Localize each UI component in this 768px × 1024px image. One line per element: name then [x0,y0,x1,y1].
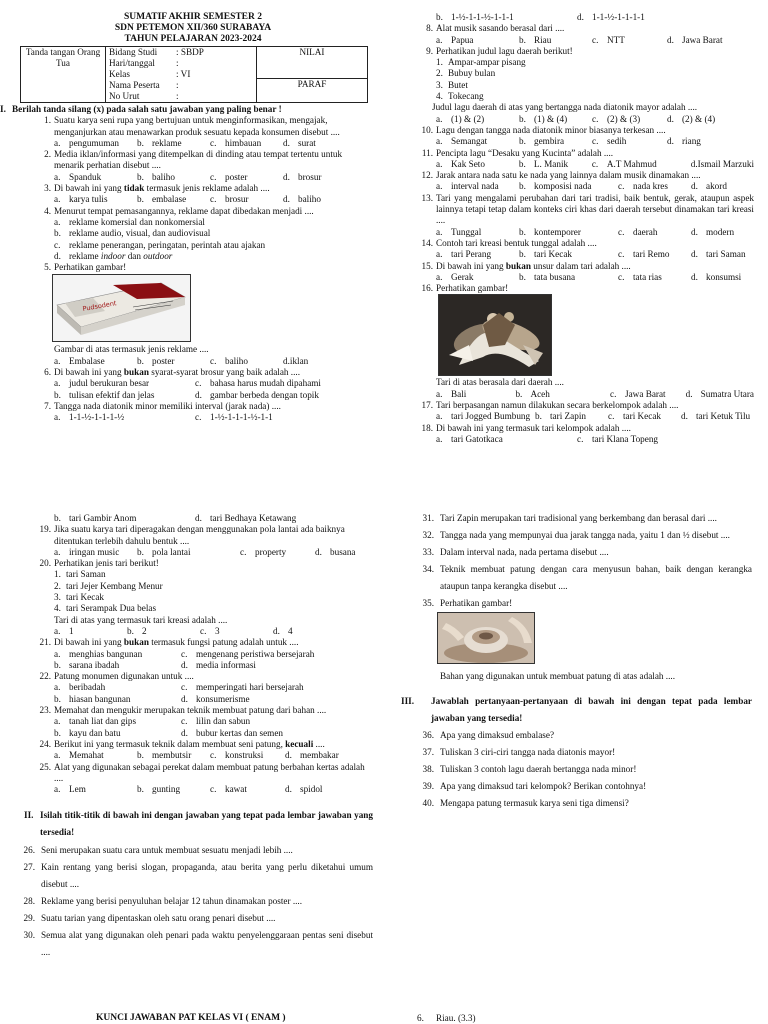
option-d[interactable]: d.Ismail Marzuki [690,158,754,169]
question-19: 19. Jika suatu karya tari diperagakan dengan menggunakan pola lantai ada baiknya ditentukan terlebih dahulu bentuk .... [39,524,345,546]
field-value: : [176,80,179,90]
option-b[interactable]: b. gembira [519,136,565,147]
option-a[interactable]: a. tari Perang [436,249,492,260]
toothpaste-box-icon [53,275,190,341]
option-d[interactable]: d.iklan [283,355,309,366]
option-b[interactable]: b. L. Manik [518,158,569,169]
question-20-prompt: Tari di atas yang termasuk tari kreasi adalah .... [54,614,228,625]
essay-33: 33. Dalam interval nada, nada pertama disebut .... [422,547,609,557]
question-text: Media iklan/informasi yang ditempelkan di dinding atau tempat tertentu untuk menarik perhatian disebut .... [54,149,343,171]
option-c[interactable]: c. reklame penerangan, peringatan, perintah atau ajakan [54,239,266,250]
question-24: 24. Berikut ini yang termasuk teknik dalam membuat seni patung, kecuali .... [39,738,325,749]
option-d[interactable]: d. 4 [273,625,293,636]
option-a[interactable]: a. 1-1-½-1-1-1-½ [54,412,125,423]
exam-title [18,12,368,45]
option-a[interactable]: a. interval nada [436,181,499,192]
answer-key-answer: Riau. (3.3) [436,1013,476,1023]
option-c[interactable]: c. poster [210,171,248,182]
option-a[interactable]: a. Spanduk [54,171,102,182]
option-b[interactable]: b. sarana ibadah [54,659,120,670]
option-d[interactable]: d. media informasi [181,659,256,670]
option-a[interactable]: a. reklame komersial dan nonkomersial [54,216,205,227]
dance-list-item: 3. tari Kecak [54,592,105,603]
option-b[interactable]: b. Aceh [515,388,550,399]
essay-32: 32. Tangga nada yang mempunyai dua jarak tangga nada, yaitu 1 dan ½ disebut .... [422,530,730,540]
question-14: 14. Contoh tari kreasi bentuk tunggal adalah .... [421,237,597,248]
question-16: 16. Perhatikan gambar! [421,283,509,294]
option-c[interactable]: c. tari Klana Topeng [577,433,659,444]
options-5 [36,356,368,367]
question-1: 1. Suatu karya seni rupa yang bertujuan untuk menginformasikan, mengajak, menganjurkan atau menawarkan produk sesuatu kepada konsumen disebut .... [44,115,340,137]
essay-29: 29. Suatu tarian yang dipentaskan oleh satu orang penari disebut .... [23,913,276,924]
essay-30: 30. Semua alat yang digunakan oleh penari pada waktu penyelenggaraan pentas seni disebut .... [23,930,373,958]
option-c[interactable]: c. himbauan [210,137,262,148]
options-12 [418,181,754,192]
question-7: 7. Tangga nada diatonik minor memiliki interval (jarak nada) .... [44,400,281,411]
option-c[interactable]: c. memperingati hari bersejarah [181,682,304,693]
options-21-row2 [36,660,373,671]
option-d[interactable]: d. konsumsi [691,271,742,282]
option-b[interactable]: b. gunting [137,784,181,795]
essay-35: 35. Perhatikan gambar! [422,598,513,608]
options-1 [36,138,368,149]
option-b[interactable]: b. pola lantai [137,546,191,557]
option-d[interactable]: d. Sumatra Utara [685,388,754,399]
section-number: III. [401,696,415,706]
option-d[interactable]: d. 1-1-½-1-1-1-1 [577,12,645,22]
question-10: 10. Lagu dengan tangga nada diatonik minor biasanya terkesan .... [421,124,666,135]
options-10 [418,136,754,147]
right-column-top [418,12,754,445]
right-column-bottom [401,510,752,812]
option-d[interactable]: d. riang [667,136,701,147]
essay-38: 38. Tuliskan 3 contoh lagu daerah bertangga nada minor! [422,764,637,774]
field-label: Nama Peserta [109,80,160,90]
question-6: 6. Di bawah ini yang bukan syarat-syarat brosur yang baik adalah .... [44,367,300,378]
song-list-item: 2. Bubuy bulan [436,68,496,79]
option-a[interactable]: a. judul berukuran besar [54,378,150,389]
option-c[interactable]: c. tata rias [618,271,662,282]
option-c[interactable]: c. baliho [210,355,248,366]
question-22: 22. Patung monumen digunakan untuk .... [39,671,194,682]
option-c[interactable]: c. sedih [592,136,627,147]
essay-26: 26. Seni merupakan suatu cara untuk membuat sesuatu menjadi lebih .... [23,845,293,856]
field-label: Bidang Studi [109,47,158,57]
option-c[interactable]: c. property [240,546,287,557]
options-9 [418,114,754,125]
option-c[interactable]: c. mengenang peristiwa bersejarah [181,648,315,659]
song-list-item: 1. Ampar-ampar pisang [436,57,526,68]
option-c[interactable]: c. daerah [618,226,658,237]
school-year: TAHUN PELAJARAN 2023-2024 [124,34,262,44]
option-d[interactable]: d. konsumerisme [181,693,250,704]
option-d[interactable]: d. reklame indoor dan outdoor [54,250,173,261]
question-9-prompt: Judul lagu daerah di atas yang bertangga nada diatonik mayor adalah .... [432,102,698,113]
options-7-row2 [418,12,754,23]
question-21: 21. Di bawah ini yang bukan termasuk fungsi patung adalah untuk .... [39,637,299,648]
option-b[interactable]: b. hiasan bangunan [54,693,131,704]
question-17: 17. Tari berpasangan namun dilakukan secara berkelompok adalah .... [421,400,679,411]
option-a[interactable]: a. 1 [54,625,74,636]
option-b[interactable]: b. reklame audio, visual, dan audiovisual [54,228,211,239]
option-b[interactable]: b. kontemporer [519,226,581,237]
options-3 [36,194,368,205]
question-2: 2. Media iklan/informasi yang ditempelkan di dinding atau tempat tertentu untuk menarik perhatian disebut .... [44,149,343,171]
option-a[interactable]: a. tari Gatotkaca [436,433,503,444]
option-c[interactable]: c. A.T Mahmud [591,158,657,169]
field-value: : [176,58,179,68]
option-b[interactable]: b. 2 [127,625,147,636]
option-a[interactable]: a. karya tulis [54,194,108,205]
question-20: 20. Perhatikan jenis tari berikut! [39,558,159,569]
options-13 [418,227,754,238]
options-22-row1 [36,682,373,693]
options-23-row2 [36,728,373,739]
option-d[interactable]: d. bubur kertas dan semen [181,727,283,738]
essay-37: 37. Tuliskan 3 ciri-ciri tangga nada diatonis mayor! [422,747,616,757]
question-5: 5. Perhatikan gambar! [44,262,127,273]
question-18: 18. Di bawah ini yang termasuk tari kelompok adalah .... [421,422,631,433]
left-column-top [0,12,368,424]
option-c[interactable]: c. 1-½-1-1-1-½-1-1 [195,412,273,423]
option-a[interactable]: a. Gerak [436,271,474,282]
field-value: : [176,91,179,101]
option-c[interactable]: c. 3 [200,625,220,636]
essay-27: 27. Kain rentang yang berisi slogan, propaganda, atau berita yang perlu diketahui umum disebut .... [23,862,373,890]
field-label: Kelas [109,69,130,79]
option-c[interactable]: c. Jawa Barat [610,388,666,399]
options-19 [36,547,373,558]
option-b[interactable]: b. tulisan efektif dan jelas [54,389,155,400]
options-15 [418,272,754,283]
question-15: 15. Di bawah ini yang bukan unsur dalam tari adalah .... [421,260,631,271]
question-text: Suatu karya seni rupa yang bertujuan untuk menginformasikan, mengajak, menganjurkan atau menawarkan produk sesuatu kepada konsumen disebut .... [54,115,340,137]
dancer-icon [439,295,551,375]
essay-36: 36. Apa yang dimaksud embalase? [422,730,555,740]
option-d[interactable]: d. tari Bedhaya Ketawang [195,513,297,523]
option-c[interactable]: c. konstruksi [210,750,264,761]
option-d[interactable]: d. tari Ketuk Tilu [681,411,751,422]
options-18-row1 [418,434,754,445]
option-a[interactable]: a. Memahat [54,750,104,761]
question-13: 13. Tari yang mengalami perubahan dari tari tradisi, baik bentuk, gerak, ataupun aspek lainnya tetapi tetap dalam konteks ciri khas dari daerah tersebut dinamakan tari kreasi .... [421,192,754,226]
option-a[interactable]: a. tari Jogged Bumbung [436,411,531,422]
options-20 [36,626,373,637]
options-7-row1 [36,412,368,423]
option-d[interactable]: d. akord [691,181,727,192]
option-a[interactable]: a. pengumuman [54,137,120,148]
exam-title-line1: SUMATIF AKHIR SEMESTER 2 [123,12,263,22]
brand-text: Pudsodent [81,299,118,314]
option-a[interactable]: a. (1) & (2) [436,113,485,124]
option-a[interactable]: a. Tunggal [436,226,482,237]
option-d[interactable]: d. (2) & (4) [667,113,716,124]
option-b[interactable]: b. membutsir [137,750,192,761]
essay-block-2 [18,842,373,961]
option-b[interactable]: b. tari Kecak [519,249,573,260]
option-d[interactable]: d. brosur [283,171,322,182]
field-value: : VI [176,69,191,79]
option-d[interactable]: d. tari Saman [691,249,746,260]
option-c[interactable]: c. kawat [210,784,247,795]
question-23: 23. Memahat dan mengukir merupakan teknik membuat patung dari bahan .... [39,705,327,716]
field-value: : SBDP [176,47,204,57]
question-5-caption: Gambar di atas termasuk jenis reklame .... [54,344,209,355]
option-d[interactable]: d. modern [691,226,735,237]
question-4: 4. Menurut tempat pemasangannya, reklame dapat dibedakan menjadi .... [44,205,314,216]
option-a[interactable]: a. beribadah [54,682,106,693]
option-b[interactable]: b. embalase [137,194,187,205]
section-title: Jawablah pertanyaan-pertanyaan di bawah ini dengan tepat pada lembar jawaban yang tersedia! [431,696,752,723]
option-b[interactable]: b. tari Zapin [535,411,586,422]
nilai-cell: NILAI [257,47,368,79]
option-b[interactable]: b. komposisi nada [519,181,592,192]
question-35-caption: Bahan yang digunakan untuk membuat patung di atas adalah .... [440,671,675,681]
option-b[interactable]: b. 1-½-1-1-½-1-1-1 [436,12,514,22]
options-18-row2 [36,513,373,524]
options-6-row1 [36,378,368,389]
option-d[interactable]: d. spidol [285,784,323,795]
field-label: Hari/tanggal [109,58,155,68]
song-list-item: 4. Tokecang [436,91,484,102]
options-8 [418,35,754,46]
student-info-cell [106,47,257,103]
options-22-row2 [36,694,373,705]
option-b[interactable]: b. reklame [137,137,182,148]
question-16-caption: Tari di atas berasala dari daerah .... [436,377,564,388]
question-12: 12. Jarak antara nada satu ke nada yang lainnya dalam musik dinamakan .... [421,170,701,181]
option-c[interactable]: c. (2) & (3) [592,113,641,124]
option-c[interactable]: c. brosur [210,194,249,205]
question-11: 11. Pencipta lagu “Desaku yang Kucinta” adalah .... [421,147,614,158]
options-25 [36,784,373,795]
section-2-heading [18,807,373,841]
paraf-cell: PARAF [257,79,368,103]
option-a[interactable]: a. Kak Seto [436,158,485,169]
options-14 [418,249,754,260]
option-d[interactable]: d. surat [283,137,316,148]
option-d[interactable]: d. membakar [285,750,339,761]
option-a[interactable]: a. Embalase [54,355,105,366]
option-d[interactable]: d. busana [315,546,356,557]
toothpaste-box-image [52,274,191,342]
option-a[interactable]: a. Semangat [436,136,488,147]
left-column-bottom [18,513,373,961]
option-b[interactable]: b. poster [137,355,175,366]
essay-31: 31. Tari Zapin merupakan tari tradisional yang berkembang dan berasal dari .... [422,513,717,523]
option-d[interactable]: d. Jawa Barat [667,34,723,45]
options-17 [418,411,754,422]
option-b[interactable]: b. baliho [137,171,175,182]
option-d[interactable]: d. gambar berbeda dengan topik [195,389,319,400]
dance-list-item: 2. tari Jejer Kembang Menur [54,580,163,591]
option-b[interactable]: b. Riau [519,34,552,45]
field-label: No Urut [109,91,140,101]
section-1-heading [0,104,368,115]
options-11 [418,159,754,170]
section-title: Berilah tanda silang (x) pada salah satu jawaban yang paling benar ! [12,104,282,114]
dance-list-item: 4. tari Serampak Dua belas [54,603,157,614]
option-c[interactable]: c. bahasa harus mudah dipahami [195,378,321,389]
option-c[interactable]: c. lilin dan sabun [181,716,251,727]
option-a[interactable]: a. Papua [436,34,474,45]
option-d[interactable]: d. baliho [283,194,321,205]
dance-list-item: 1. tari Saman [54,569,106,580]
option-a[interactable]: a. tanah liat dan gips [54,716,137,727]
options-2 [36,172,368,183]
option-a[interactable]: a. iringan music [54,546,120,557]
clay-pottery-image [437,612,535,664]
option-c[interactable]: c. NTT [592,34,625,45]
section-number: II. [24,810,34,821]
essay-28: 28. Reklame yang berisi penyuluhan belajar 12 tahun dinamakan poster .... [23,896,303,907]
options-21-row1 [36,649,373,660]
option-b[interactable]: b. (1) & (4) [519,113,568,124]
option-b[interactable]: b. tari Gambir Anom [54,513,137,523]
section-number: I. [0,104,6,114]
question-3: 3. Di bawah ini yang tidak termasuk jenis reklame adalah .... [44,183,270,194]
options-6-row2 [36,390,368,401]
options-23-row1 [36,716,373,727]
option-a[interactable]: a. Lem [54,784,86,795]
option-c[interactable]: c. nada kres [618,181,668,192]
song-list-item: 3. Butet [436,79,468,90]
option-a[interactable]: a. menghias bangunan [54,648,143,659]
option-a[interactable]: a. Bali [436,388,467,399]
question-25: 25. Alat yang digunakan sebagai perekat dalam membuat patung berbahan kertas adalah .... [39,761,365,783]
pottery-icon [438,613,534,663]
answer-key-title: KUNCI JAWABAN PAT KELAS VI ( ENAM ) [96,1013,286,1023]
answer-key-number: 6. [417,1013,424,1023]
identity-table [20,46,368,103]
bali-dance-image [438,294,552,376]
options-16 [418,389,754,400]
option-c[interactable]: c. tari Remo [618,249,670,260]
mc-block-1 [18,115,368,423]
question-9: 9. Perhatikan judul lagu daerah berikut! [426,45,573,56]
option-b[interactable]: b. kayu dan batu [54,727,121,738]
essay-34: 34. Teknik membuat patung dengan cara menyusun bahan, baik dengan kerangka ataupun tanpa kerangka disebut .... [422,564,752,591]
options-24 [36,750,373,761]
school-name: SDN PETEMON XII/360 SURABAYA [114,23,272,33]
option-b[interactable]: b. tata busana [519,271,576,282]
essay-39: 39. Apa yang dimaksud tari kelompok? Berikan contohnya! [422,781,647,791]
question-8: 8. Alat musik sasando berasal dari .... [426,23,565,34]
section-title: Isilah titik-titik di bawah ini dengan jawaban yang tepat pada lembar jawaban yang tersedia! [40,810,373,838]
section-3-heading [401,693,752,727]
essay-40: 40. Mengapa patung termasuk karya seni tiga dimensi? [422,798,629,808]
option-c[interactable]: c. tari Kecak [608,411,662,422]
parent-signature-cell: Tanda tangan Orang Tua [21,47,106,103]
mc-block-2 [18,513,373,795]
